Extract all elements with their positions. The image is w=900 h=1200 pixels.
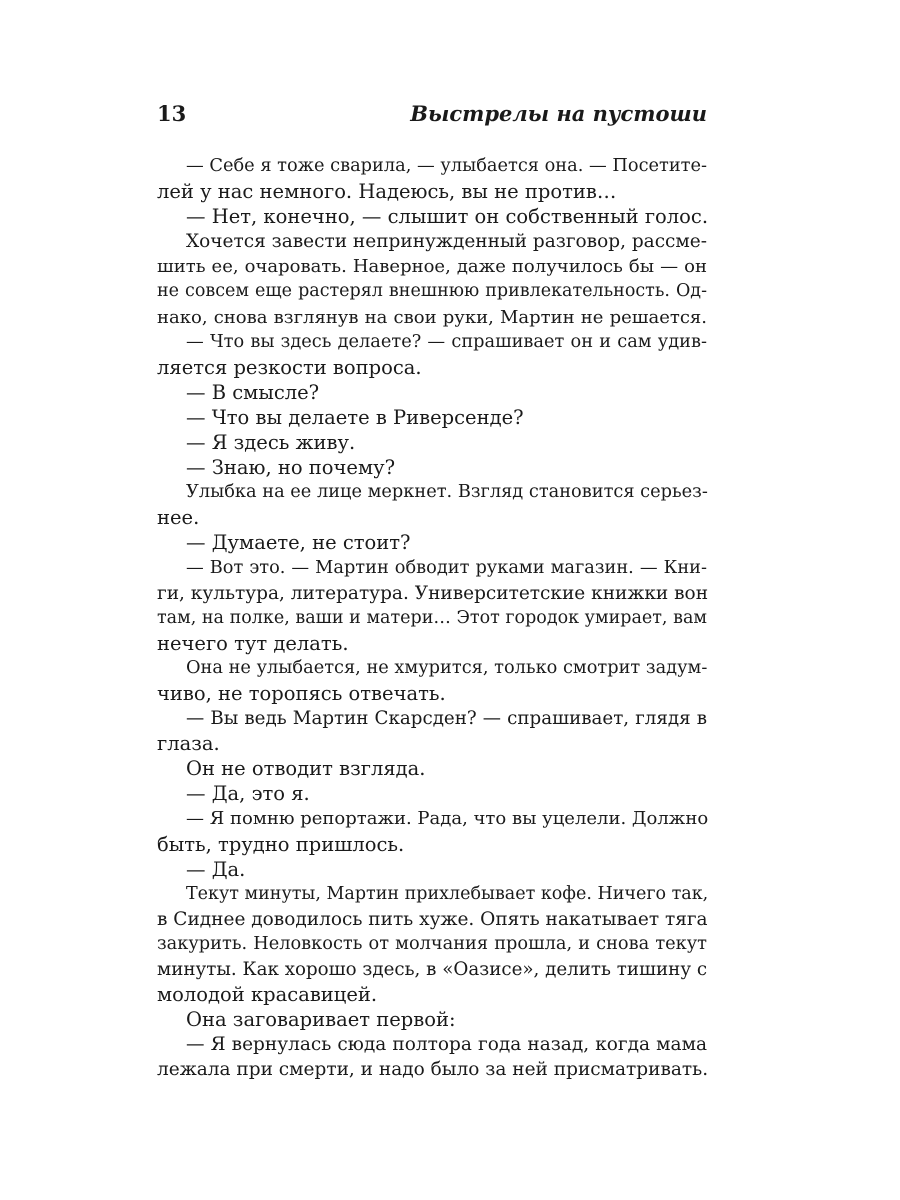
text-line: Он не отводит взгляда. <box>186 757 426 781</box>
text-line: ляется резкости вопроса. <box>157 355 422 379</box>
text-line: молодой красавицей. <box>157 983 378 1007</box>
text-line: лежала при смерти, и надо было за ней присматривать. <box>157 1059 709 1081</box>
text-line: быть, трудно пришлось. <box>157 832 405 856</box>
text-line: Улыбка на ее лице меркнет. Взгляд становится серьез- <box>186 482 708 503</box>
text-line: минуты. Как хорошо здесь, в «Оазисе», делить тишину с <box>157 959 708 980</box>
text-line: — Вы ведь Мартин Скарсден? — спрашивает, глядя в <box>186 708 707 730</box>
page-header <box>157 99 707 129</box>
text-line: Она не улыбается, не хмурится, только смотрит задум- <box>186 657 708 678</box>
text-line: — Я здесь живу. <box>186 431 356 455</box>
text-line: — Да, это я. <box>186 782 310 806</box>
page-number: 13 <box>157 101 187 126</box>
text-line: Текут минуты, Мартин прихлебывает кофе. Ничего так, <box>186 883 709 904</box>
text-line: лей у нас немного. Надеюсь, вы не против… <box>157 180 617 204</box>
body-text <box>157 154 707 1082</box>
text-line: шить ее, очаровать. Наверное, даже получилось бы — он <box>157 256 707 278</box>
text-line: — Нет, конечно, — слышит он собственный голос. <box>186 205 709 229</box>
text-line: — Что вы делаете в Риверсенде? <box>186 405 524 429</box>
text-line: глаза. <box>157 732 220 756</box>
text-line: — Что вы здесь делаете? — спрашивает он и сам удив- <box>186 331 707 352</box>
text-line: ги, культура, литература. Университетские книжки вон <box>157 582 709 604</box>
text-line: — Да. <box>186 857 246 881</box>
text-line: в Сиднее доводилось пить хуже. Опять накатывает тяга <box>157 908 708 930</box>
running-title: Выстрелы на пустоши <box>410 101 707 126</box>
text-line: — Вот это. — Мартин обводит руками магазин. — Кни- <box>186 557 707 578</box>
text-line: закурить. Неловкость от молчания прошла, и снова текут <box>157 933 707 954</box>
text-line: — В смысле? <box>186 380 320 404</box>
text-line: — Думаете, не стоит? <box>186 531 411 555</box>
text-line: — Я помню репортажи. Рада, что вы уцелели. Должно <box>186 808 709 830</box>
text-line: нако, снова взглянув на свои руки, Мартин не решается. <box>157 306 707 328</box>
text-line: там, на полке, ваши и матери… Этот городок умирает, вам <box>157 607 707 628</box>
text-line: — Себе я тоже сварила, — улыбается она. — Посетите- <box>186 156 707 176</box>
text-line: — Я вернулась сюда полтора года назад, когда мама <box>186 1034 707 1056</box>
text-line: нее. <box>157 506 200 530</box>
text-line: не совсем еще растерял внешнюю привлекательность. Од- <box>157 281 707 302</box>
text-line: — Знаю, но почему? <box>186 456 396 480</box>
text-line: чиво, не торопясь отвечать. <box>157 681 446 705</box>
text-line: Она заговаривает первой: <box>186 1008 456 1032</box>
text-line: нечего тут делать. <box>157 631 349 655</box>
text-line: Хочется завести непринужденный разговор, рассме- <box>186 231 708 253</box>
